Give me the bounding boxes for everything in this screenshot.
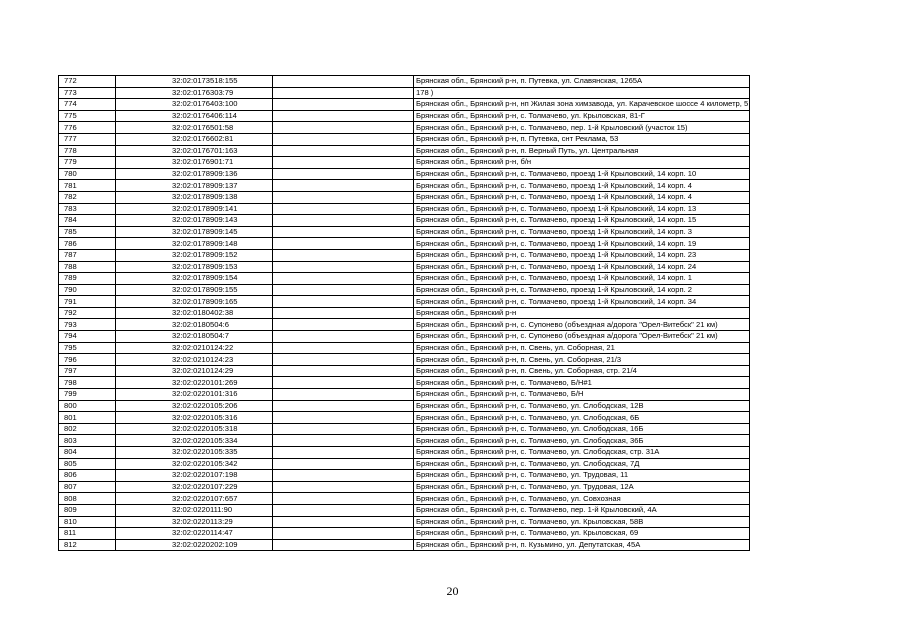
table-row <box>59 435 750 447</box>
cadastral-number-cell: 32:02:0220113:29 <box>116 516 273 528</box>
row-number-cell: 790 <box>59 284 116 296</box>
table-row <box>59 284 750 296</box>
row-number-cell: 808 <box>59 493 116 505</box>
address-cell: Брянская обл., Брянский р-н, с. Толмачево, ул. Трудовая, 11 <box>414 470 750 482</box>
empty-cell <box>273 76 414 88</box>
empty-cell <box>273 493 414 505</box>
empty-cell <box>273 377 414 389</box>
empty-cell <box>273 226 414 238</box>
row-number-cell: 789 <box>59 273 116 285</box>
row-number-cell: 780 <box>59 168 116 180</box>
address-cell: Брянская обл., Брянский р-н, с. Толмачево, проезд 1-й Крыловский, 14 корп. 2 <box>414 284 750 296</box>
table-row <box>59 377 750 389</box>
table-row <box>59 191 750 203</box>
address-cell: Брянская обл., Брянский р-н, с. Толмачево, пер. 1-й Крыловский (участок 15) <box>414 122 750 134</box>
table-row <box>59 226 750 238</box>
cadastral-number-cell: 32:02:0210124:23 <box>116 354 273 366</box>
address-cell: Брянская обл., Брянский р-н, п. Свень, ул. Соборная, 21/3 <box>414 354 750 366</box>
row-number-cell: 795 <box>59 342 116 354</box>
table-row <box>59 307 750 319</box>
cadastral-number-cell: 32:02:0220105:335 <box>116 447 273 459</box>
empty-cell <box>273 191 414 203</box>
cadastral-number-cell: 32:02:0178909:145 <box>116 226 273 238</box>
row-number-cell: 788 <box>59 261 116 273</box>
empty-cell <box>273 400 414 412</box>
empty-cell <box>273 412 414 424</box>
table-row <box>59 400 750 412</box>
address-cell: Брянская обл., Брянский р-н, с. Толмачево, проезд 1-й Крыловский, 14 корп. 3 <box>414 226 750 238</box>
cadastral-number-cell: 32:02:0220107:657 <box>116 493 273 505</box>
row-number-cell: 791 <box>59 296 116 308</box>
address-cell: Брянская обл., Брянский р-н, с. Толмачево, ул. Слободская, 7Д <box>414 458 750 470</box>
cadastral-number-cell: 32:02:0178909:143 <box>116 215 273 227</box>
cadastral-number-cell: 32:02:0176501:58 <box>116 122 273 134</box>
empty-cell <box>273 307 414 319</box>
cadastral-number-cell: 32:02:0210124:29 <box>116 365 273 377</box>
address-cell: Брянская обл., Брянский р-н, с. Толмачево, проезд 1-й Крыловский, 14 корп. 13 <box>414 203 750 215</box>
table-row <box>59 493 750 505</box>
address-cell: 178 ) <box>414 87 750 99</box>
row-number-cell: 805 <box>59 458 116 470</box>
address-cell: Брянская обл., Брянский р-н, с. Толмачево, проезд 1-й Крыловский, 14 корп. 4 <box>414 191 750 203</box>
row-number-cell: 802 <box>59 423 116 435</box>
address-cell: Брянская обл., Брянский р-н, с. Супонево (объездная а/дорога "Орел-Витебск" 21 км) <box>414 331 750 343</box>
empty-cell <box>273 447 414 459</box>
cadastral-number-cell: 32:02:0180402:38 <box>116 307 273 319</box>
row-number-cell: 781 <box>59 180 116 192</box>
address-cell: Брянская обл., Брянский р-н, с. Толмачево, проезд 1-й Крыловский, 14 корп. 24 <box>414 261 750 273</box>
cadastral-number-cell: 32:02:0220202:109 <box>116 539 273 551</box>
cadastral-number-cell: 32:02:0178909:154 <box>116 273 273 285</box>
row-number-cell: 799 <box>59 389 116 401</box>
row-number-cell: 774 <box>59 99 116 111</box>
address-cell: Брянская обл., Брянский р-н, с. Толмачево, проезд 1-й Крыловский, 14 корп. 4 <box>414 180 750 192</box>
address-cell: Брянская обл., Брянский р-н <box>414 307 750 319</box>
address-cell: Брянская обл., Брянский р-н, с. Супонево (объездная а/дорога "Орел-Витебск" 21 км) <box>414 319 750 331</box>
address-cell: Брянская обл., Брянский р-н, п. Путевка, ул. Славянская, 1265А <box>414 76 750 88</box>
cadastral-number-cell: 32:02:0176701:163 <box>116 145 273 157</box>
empty-cell <box>273 470 414 482</box>
address-cell: Брянская обл., Брянский р-н, с. Толмачево, ул. Крыловская, 81-Г <box>414 110 750 122</box>
table-row <box>59 273 750 285</box>
cadastral-number-cell: 32:02:0220114:47 <box>116 528 273 540</box>
cadastral-number-cell: 32:02:0178909:155 <box>116 284 273 296</box>
empty-cell <box>273 504 414 516</box>
cadastral-number-cell: 32:02:0178909:153 <box>116 261 273 273</box>
row-number-cell: 792 <box>59 307 116 319</box>
table-row <box>59 504 750 516</box>
cadastral-number-cell: 32:02:0178909:137 <box>116 180 273 192</box>
empty-cell <box>273 238 414 250</box>
table-row <box>59 168 750 180</box>
empty-cell <box>273 435 414 447</box>
address-cell: Брянская обл., Брянский р-н, с. Толмачево, ул. Слободская, 36Б <box>414 435 750 447</box>
row-number-cell: 778 <box>59 145 116 157</box>
address-cell: Брянская обл., Брянский р-н, п. Кузьмино, ул. Депутатская, 45А <box>414 539 750 551</box>
row-number-cell: 784 <box>59 215 116 227</box>
cadastral-number-cell: 32:02:0176602:81 <box>116 133 273 145</box>
table-row <box>59 331 750 343</box>
table-row <box>59 296 750 308</box>
row-number-cell: 787 <box>59 249 116 261</box>
address-cell: Брянская обл., Брянский р-н, с. Толмачево, проезд 1-й Крыловский, 14 корп. 19 <box>414 238 750 250</box>
address-cell: Брянская обл., Брянский р-н, с. Толмачево, Б/Н <box>414 389 750 401</box>
table-row <box>59 203 750 215</box>
table-row <box>59 238 750 250</box>
table-row <box>59 180 750 192</box>
table-row <box>59 342 750 354</box>
address-cell: Брянская обл., Брянский р-н, с. Толмачево, ул. Слободская, 6Б <box>414 412 750 424</box>
row-number-cell: 794 <box>59 331 116 343</box>
table-row <box>59 365 750 377</box>
empty-cell <box>273 516 414 528</box>
row-number-cell: 809 <box>59 504 116 516</box>
row-number-cell: 775 <box>59 110 116 122</box>
table-row <box>59 412 750 424</box>
row-number-cell: 798 <box>59 377 116 389</box>
address-cell: Брянская обл., Брянский р-н, с. Толмачево, ул. Совхозная <box>414 493 750 505</box>
empty-cell <box>273 354 414 366</box>
empty-cell <box>273 215 414 227</box>
cadastral-number-cell: 32:02:0178909:165 <box>116 296 273 308</box>
empty-cell <box>273 458 414 470</box>
empty-cell <box>273 122 414 134</box>
table-row <box>59 87 750 99</box>
row-number-cell: 772 <box>59 76 116 88</box>
address-cell: Брянская обл., Брянский р-н, нп Жилая зона химзавода, ул. Карачевское шоссе 4 километр, 5 <box>414 99 750 111</box>
table-row <box>59 389 750 401</box>
table-row <box>59 470 750 482</box>
cadastral-number-cell: 32:02:0176901:71 <box>116 157 273 169</box>
row-number-cell: 796 <box>59 354 116 366</box>
cadastral-number-cell: 32:02:0220105:318 <box>116 423 273 435</box>
address-cell: Брянская обл., Брянский р-н, с. Толмачево, ул. Крыловская, 58В <box>414 516 750 528</box>
table-row <box>59 447 750 459</box>
table-row <box>59 319 750 331</box>
table-row <box>59 354 750 366</box>
address-cell: Брянская обл., Брянский р-н, с. Толмачево, проезд 1-й Крыловский, 14 корп. 23 <box>414 249 750 261</box>
table-row <box>59 110 750 122</box>
cadastral-number-cell: 32:02:0178909:136 <box>116 168 273 180</box>
address-cell: Брянская обл., Брянский р-н, п. Верный Путь, ул. Центральная <box>414 145 750 157</box>
cadastral-number-cell: 32:02:0178909:152 <box>116 249 273 261</box>
cadastral-number-cell: 32:02:0210124:22 <box>116 342 273 354</box>
row-number-cell: 801 <box>59 412 116 424</box>
cadastral-number-cell: 32:02:0178909:141 <box>116 203 273 215</box>
address-cell: Брянская обл., Брянский р-н, с. Толмачево, ул. Слободская, 16Б <box>414 423 750 435</box>
row-number-cell: 812 <box>59 539 116 551</box>
cadastral-number-cell: 32:02:0220105:316 <box>116 412 273 424</box>
cadastral-number-cell: 32:02:0220101:269 <box>116 377 273 389</box>
table-row <box>59 215 750 227</box>
empty-cell <box>273 99 414 111</box>
row-number-cell: 803 <box>59 435 116 447</box>
cadastral-number-cell: 32:02:0220105:342 <box>116 458 273 470</box>
address-cell: Брянская обл., Брянский р-н, с. Толмачево, пер. 1-й Крыловский, 4А <box>414 504 750 516</box>
table-row <box>59 516 750 528</box>
parcel-table <box>58 75 750 551</box>
table-row <box>59 157 750 169</box>
empty-cell <box>273 133 414 145</box>
row-number-cell: 800 <box>59 400 116 412</box>
cadastral-number-cell: 32:02:0180504:6 <box>116 319 273 331</box>
address-cell: Брянская обл., Брянский р-н, п. Путевка, снт Реклама, 53 <box>414 133 750 145</box>
parcel-table-body <box>59 76 750 551</box>
empty-cell <box>273 365 414 377</box>
address-cell: Брянская обл., Брянский р-н, с. Толмачево, ул. Слободская, стр. 31А <box>414 447 750 459</box>
address-cell: Брянская обл., Брянский р-н, с. Толмачево, Б/Н#1 <box>414 377 750 389</box>
page-number: 20 <box>446 584 459 598</box>
address-cell: Брянская обл., Брянский р-н, с. Толмачево, проезд 1-й Крыловский, 14 корп. 15 <box>414 215 750 227</box>
empty-cell <box>273 168 414 180</box>
empty-cell <box>273 87 414 99</box>
row-number-cell: 773 <box>59 87 116 99</box>
address-cell: Брянская обл., Брянский р-н, б/н <box>414 157 750 169</box>
empty-cell <box>273 157 414 169</box>
table-row <box>59 99 750 111</box>
row-number-cell: 804 <box>59 447 116 459</box>
address-cell: Брянская обл., Брянский р-н, п. Свень, ул. Соборная, стр. 21/4 <box>414 365 750 377</box>
cadastral-number-cell: 32:02:0220105:334 <box>116 435 273 447</box>
row-number-cell: 785 <box>59 226 116 238</box>
empty-cell <box>273 423 414 435</box>
cadastral-number-cell: 32:02:0173518:155 <box>116 76 273 88</box>
address-cell: Брянская обл., Брянский р-н, с. Толмачево, проезд 1-й Крыловский, 14 корп. 1 <box>414 273 750 285</box>
table-row <box>59 133 750 145</box>
empty-cell <box>273 342 414 354</box>
address-cell: Брянская обл., Брянский р-н, с. Толмачево, ул. Слободская, 12В <box>414 400 750 412</box>
empty-cell <box>273 481 414 493</box>
empty-cell <box>273 539 414 551</box>
address-cell: Брянская обл., Брянский р-н, с. Толмачево, ул. Трудовая, 12А <box>414 481 750 493</box>
cadastral-number-cell: 32:02:0220105:206 <box>116 400 273 412</box>
empty-cell <box>273 331 414 343</box>
table-row <box>59 539 750 551</box>
empty-cell <box>273 296 414 308</box>
empty-cell <box>273 319 414 331</box>
row-number-cell: 811 <box>59 528 116 540</box>
row-number-cell: 807 <box>59 481 116 493</box>
empty-cell <box>273 261 414 273</box>
table-row <box>59 122 750 134</box>
cadastral-number-cell: 32:02:0180504:7 <box>116 331 273 343</box>
table-row <box>59 145 750 157</box>
cadastral-number-cell: 32:02:0176406:114 <box>116 110 273 122</box>
empty-cell <box>273 389 414 401</box>
row-number-cell: 776 <box>59 122 116 134</box>
address-cell: Брянская обл., Брянский р-н, п. Свень, ул. Соборная, 21 <box>414 342 750 354</box>
address-cell: Брянская обл., Брянский р-н, с. Толмачево, проезд 1-й Крыловский, 14 корп. 34 <box>414 296 750 308</box>
table-row <box>59 458 750 470</box>
empty-cell <box>273 145 414 157</box>
row-number-cell: 810 <box>59 516 116 528</box>
empty-cell <box>273 110 414 122</box>
row-number-cell: 797 <box>59 365 116 377</box>
table-row <box>59 528 750 540</box>
cadastral-number-cell: 32:02:0220111:90 <box>116 504 273 516</box>
empty-cell <box>273 203 414 215</box>
row-number-cell: 782 <box>59 191 116 203</box>
row-number-cell: 777 <box>59 133 116 145</box>
empty-cell <box>273 180 414 192</box>
table-row <box>59 76 750 88</box>
row-number-cell: 786 <box>59 238 116 250</box>
cadastral-number-cell: 32:02:0176403:100 <box>116 99 273 111</box>
table-row <box>59 261 750 273</box>
cadastral-number-cell: 32:02:0178909:148 <box>116 238 273 250</box>
row-number-cell: 793 <box>59 319 116 331</box>
cadastral-number-cell: 32:02:0220107:198 <box>116 470 273 482</box>
cadastral-number-cell: 32:02:0220107:229 <box>116 481 273 493</box>
cadastral-number-cell: 32:02:0220101:316 <box>116 389 273 401</box>
empty-cell <box>273 528 414 540</box>
address-cell: Брянская обл., Брянский р-н, с. Толмачево, проезд 1-й Крыловский, 14 корп. 10 <box>414 168 750 180</box>
cadastral-number-cell: 32:02:0178909:138 <box>116 191 273 203</box>
table-row <box>59 481 750 493</box>
empty-cell <box>273 273 414 285</box>
row-number-cell: 783 <box>59 203 116 215</box>
row-number-cell: 779 <box>59 157 116 169</box>
row-number-cell: 806 <box>59 470 116 482</box>
empty-cell <box>273 284 414 296</box>
address-cell: Брянская обл., Брянский р-н, с. Толмачево, ул. Крыловская, 69 <box>414 528 750 540</box>
empty-cell <box>273 249 414 261</box>
table-row <box>59 423 750 435</box>
table-row <box>59 249 750 261</box>
cadastral-number-cell: 32:02:0176303:79 <box>116 87 273 99</box>
